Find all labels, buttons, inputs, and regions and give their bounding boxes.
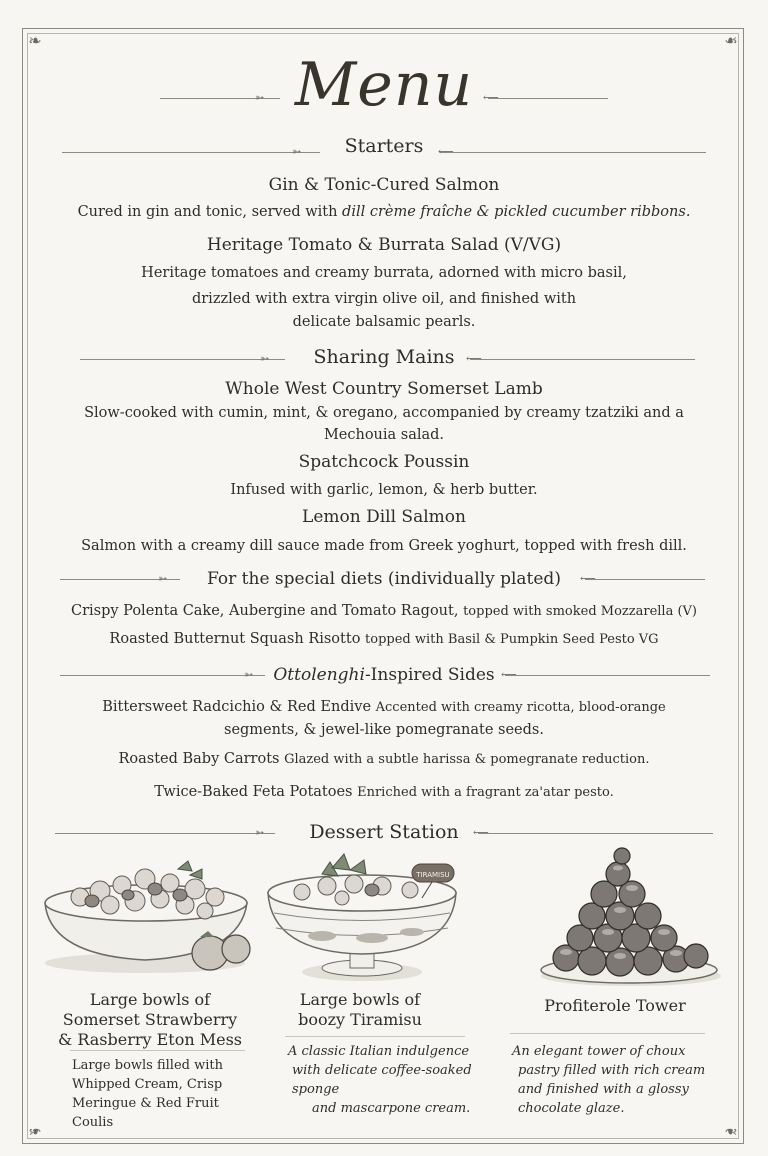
menu-item-desc-line: Mechouia salad. [323, 427, 445, 443]
section-rule [478, 833, 713, 834]
section-rule [440, 152, 706, 153]
arrow-icon: ➳ [255, 91, 265, 104]
arrow-icon: ⟵ [473, 826, 489, 839]
arrow-icon: ⟵ [501, 668, 517, 681]
arrow-icon: ➳ [292, 145, 302, 158]
menu-item: Bittersweet Radcichio & Red Endive Accented with creamy ricotta, blood-orange [102, 699, 666, 715]
arrow-icon: ⟵ [580, 572, 596, 585]
menu-item: Twice-Baked Feta Potatoes Enriched with a fragrant za'atar pesto. [154, 784, 614, 800]
arrow-icon: ➳ [260, 352, 270, 365]
menu-item-desc: Cured in gin and tonic, served with dill crème fraîche & pickled cucumber ribbons. [77, 204, 691, 220]
menu-item: Crispy Polenta Cake, Aubergine and Tomato Ragout, topped with smoked Mozzarella (V) [70, 603, 698, 619]
dessert-desc: An elegant tower of choux pastry filled with rich cream and finished with a glossy chocolate glaze. [512, 1044, 706, 1116]
dessert-caption: Large bowls of boozy Tiramisu [298, 990, 422, 1029]
dessert-caption: Large bowls of Somerset Strawberry & Rasberry Eton Mess [57, 990, 243, 1049]
section-heading-sides: Ottolenghi-Inspired Sides [273, 665, 495, 685]
menu-item-desc-line: Infused with garlic, lemon, & herb butter. [230, 482, 538, 498]
section-heading-special-diets: For the special diets (individually plated) [207, 569, 561, 589]
dessert-desc: Large bowls filled with Whipped Cream, Crisp Meringue & Red Fruit Coulis [72, 1058, 223, 1130]
arrow-icon: ⟵ [466, 352, 482, 365]
arrow-icon: ➳ [255, 826, 265, 839]
arrow-icon: ⟵ [438, 145, 454, 158]
dessert-caption: Profiterole Tower [544, 996, 686, 1015]
corner-flourish-icon: ❧ [724, 31, 738, 50]
menu-item-desc-line: delicate balsamic pearls. [292, 314, 476, 330]
menu-item-name: Heritage Tomato & Burrata Salad (V/VG) [206, 235, 562, 255]
page-title: Menu [294, 50, 474, 120]
dessert-desc: A classic Italian indulgence with delicate coffee-soaked sponge and mascarpone cream. [288, 1044, 472, 1116]
menu-item-desc-line: Heritage tomatoes and creamy burrata, adorned with micro basil, [141, 265, 627, 281]
section-rule [505, 675, 710, 676]
profiterole-tower-illustration [536, 846, 726, 991]
arrow-icon: ⟵ [483, 91, 499, 104]
section-rule [470, 359, 695, 360]
menu-item-desc-line: drizzled with extra virgin olive oil, and finished with [191, 291, 577, 307]
menu-item-name: Whole West Country Somerset Lamb [225, 379, 543, 399]
tiramisu-label-text: TIRAMISU [416, 871, 450, 879]
corner-flourish-icon: ❧ [28, 31, 42, 50]
section-heading-starters: Starters [344, 135, 424, 157]
arrow-icon: ➳ [244, 668, 254, 681]
corner-flourish-icon: ❧ [28, 1122, 42, 1141]
title-rule-right [488, 98, 608, 99]
menu-item-desc-line: segments, & jewel-like pomegranate seeds. [224, 722, 544, 738]
menu-item-desc-line: Salmon with a creamy dill sauce made from Greek yoghurt, topped with fresh dill. [81, 538, 687, 554]
menu-item-name: Spatchcock Poussin [298, 452, 470, 472]
menu-item-desc-line: Slow-cooked with cumin, mint, & oregano, accompanied by creamy tzatziki and a [84, 405, 684, 421]
menu-item: Roasted Baby Carrots Glazed with a subtle harissa & pomegranate reduction. [118, 751, 650, 767]
corner-flourish-icon: ❧ [724, 1122, 738, 1141]
divider [510, 1033, 705, 1034]
eton-mess-bowl-illustration [40, 855, 255, 980]
section-rule [585, 579, 705, 580]
menu-item-name: Gin & Tonic-Cured Salmon [268, 175, 500, 195]
menu-item: Roasted Butternut Squash Risotto topped with Basil & Pumpkin Seed Pesto VG [109, 631, 659, 647]
divider [285, 1036, 465, 1037]
section-heading-dessert: Dessert Station [309, 821, 459, 843]
divider [70, 1050, 245, 1051]
section-heading-mains: Sharing Mains [313, 346, 455, 368]
arrow-icon: ➳ [158, 572, 168, 585]
tiramisu-bowl-illustration [262, 848, 462, 988]
menu-item-name: Lemon Dill Salmon [302, 507, 466, 527]
